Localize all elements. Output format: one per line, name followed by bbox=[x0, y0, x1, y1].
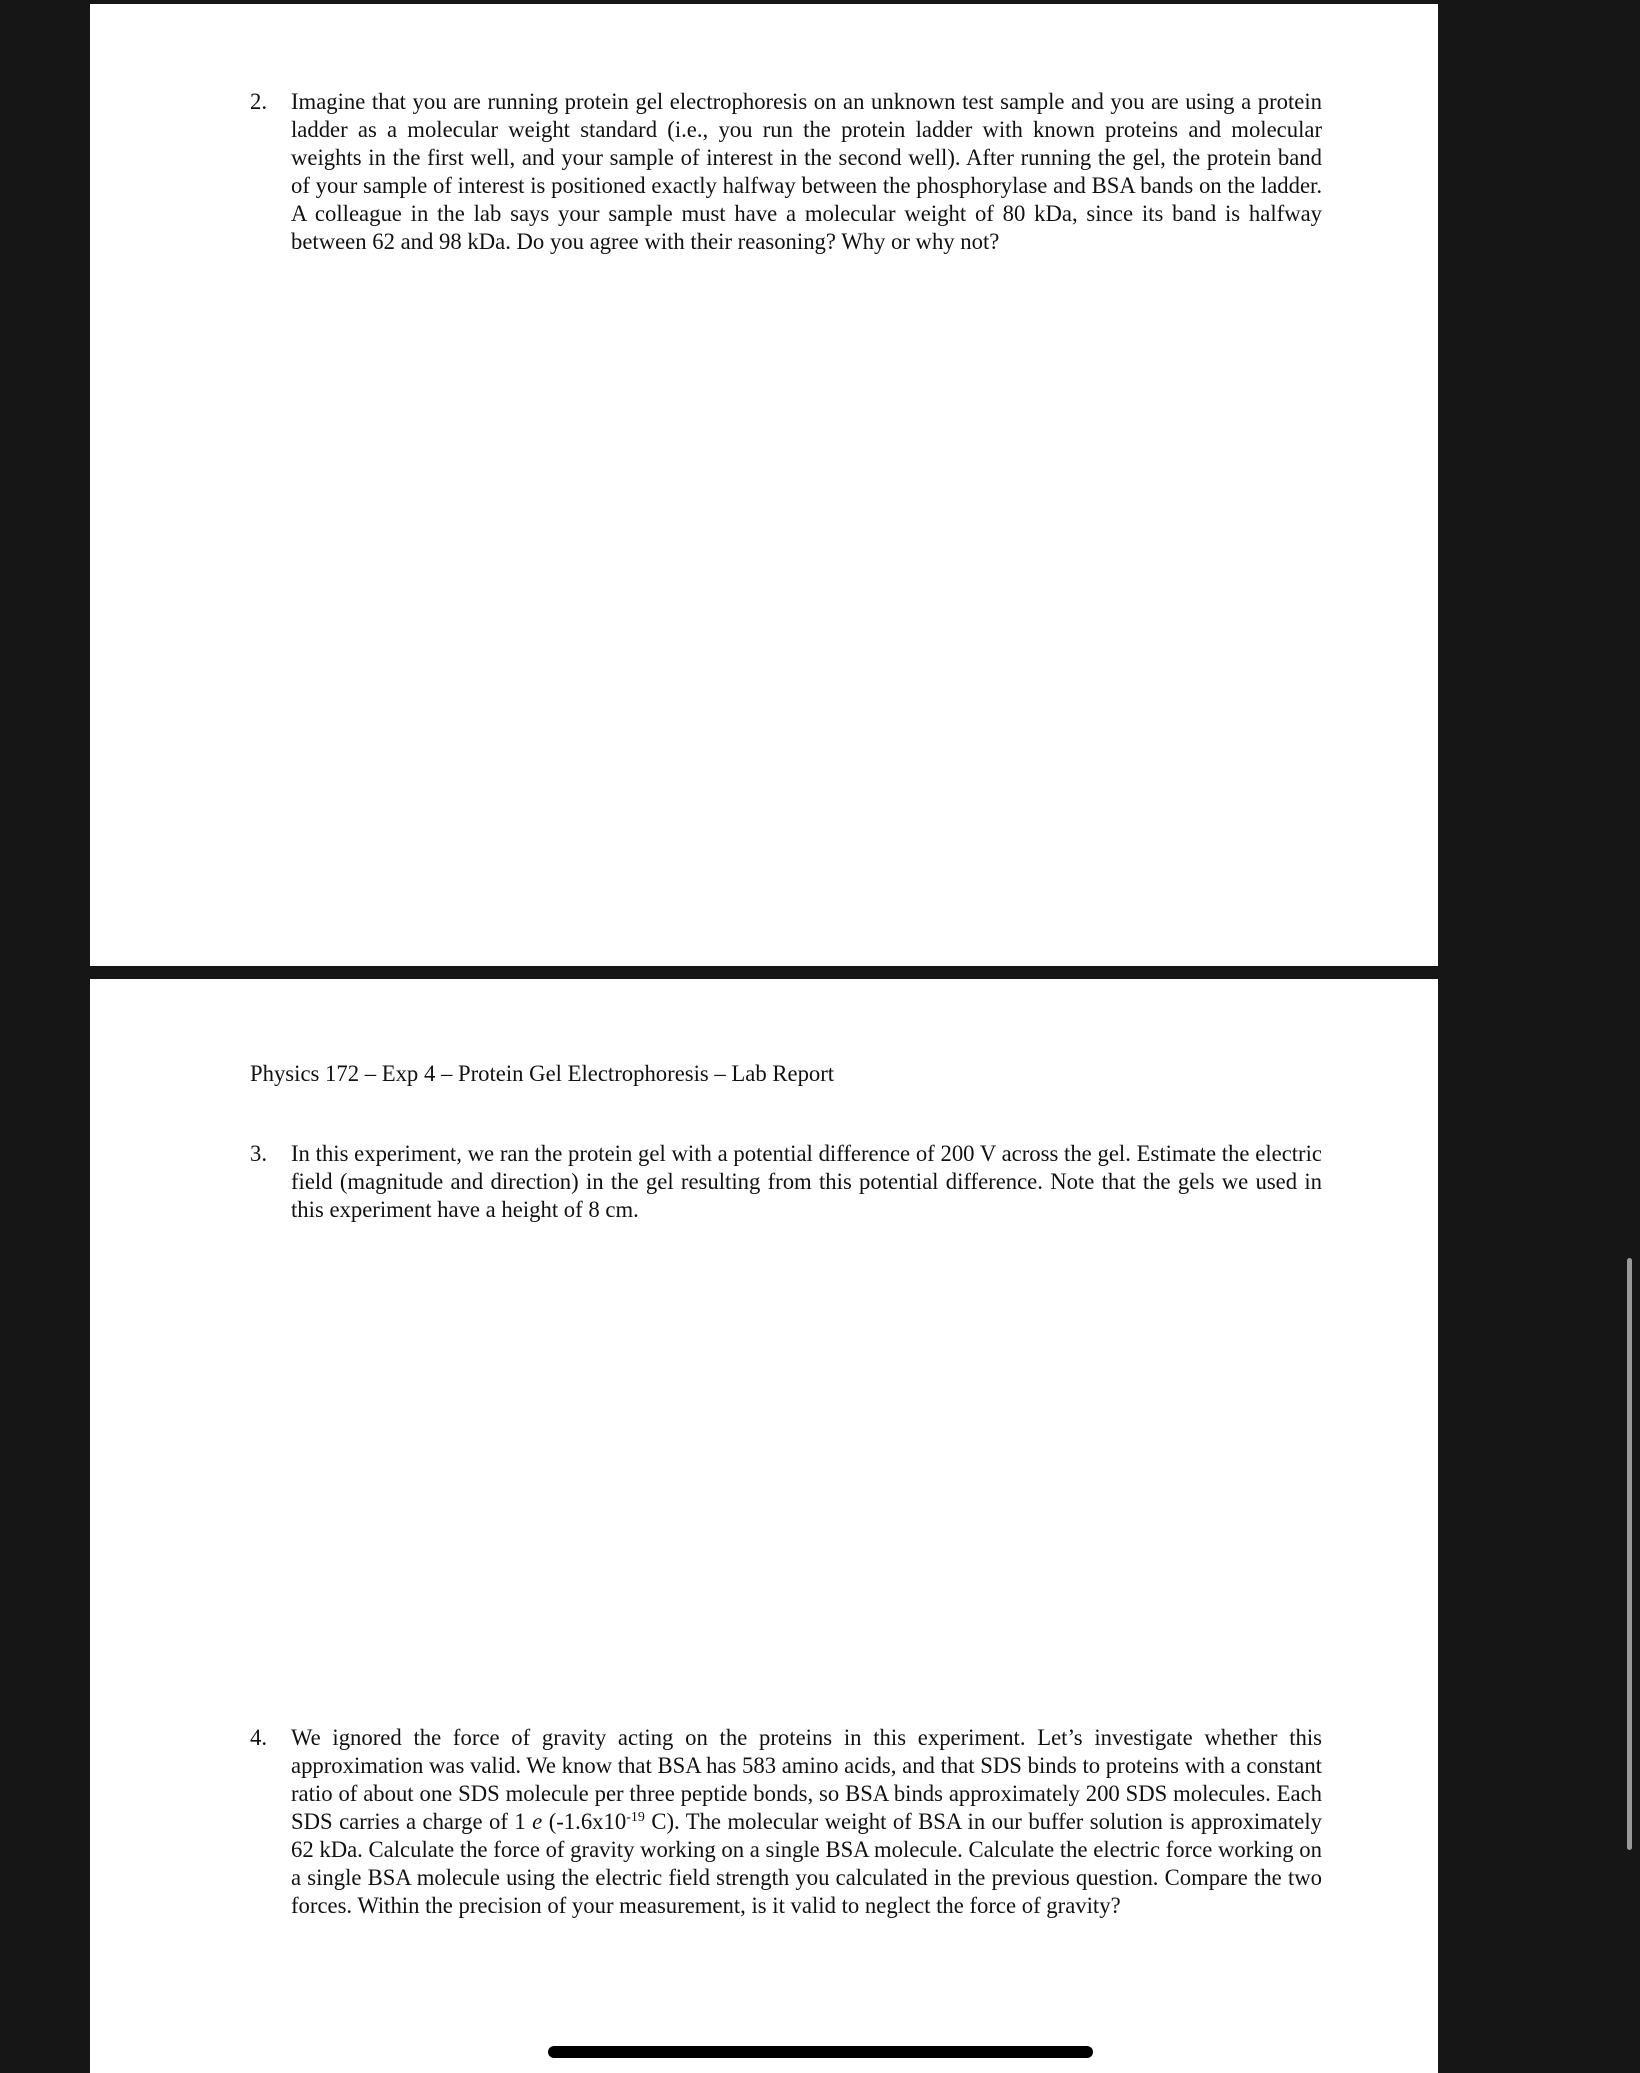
question-2 bbox=[250, 88, 1373, 256]
vertical-scrollbar[interactable] bbox=[1627, 1258, 1632, 1850]
question-4-text bbox=[291, 1724, 1322, 1920]
question-4-text-part1: We ignored the force of gravity acting on the proteins in this experiment. Let’s investigate whether this approximation was valid. We know that BSA has 583 amino acids, and that SDS binds to proteins with a constant ratio of about one SDS molecule per three peptide bonds, so BSA binds approximately 200 SDS molecules. Each SDS carries a charge of 1 bbox=[291, 1725, 1322, 1834]
question-4-number: 4. bbox=[250, 1725, 268, 1750]
question-3-number: 3. bbox=[250, 1141, 268, 1166]
charge-symbol: e bbox=[532, 1809, 543, 1834]
document-page-2 bbox=[90, 979, 1438, 2073]
question-2-number: 2. bbox=[250, 89, 268, 114]
question-4-text-part2: (-1.6x10 bbox=[542, 1809, 627, 1834]
home-indicator-bar[interactable] bbox=[548, 2046, 1093, 2058]
question-4-text-part3: C). The molecular weight of BSA in our buffer solution is approximately 62 kDa. Calculate the force of gravity working on a single BSA molecule. Calculate the electric force working on a single BSA molecule using the electric field strength you calculated in the previous question. Compare the two forces. Within the precision of your measurement, is it valid to neglect the force of gravity? bbox=[291, 1809, 1322, 1918]
question-2-text: Imagine that you are running protein gel electrophoresis on an unknown test sample and you are using a protein ladder as a molecular weight standard (i.e., you run the protein ladder with known proteins and molecular weights in the first well, and your sample of interest in the second well). After running the gel, the protein band of your sample of interest is positioned exactly halfway between the phosphorylase and BSA bands on the ladder. A colleague in the lab says your sample must have a molecular weight of 80 kDa, since its band is halfway between 62 and 98 kDa. Do you agree with their reasoning? Why or why not? bbox=[291, 89, 1322, 254]
question-3 bbox=[250, 1140, 1373, 1224]
question-4 bbox=[250, 1724, 1373, 1920]
charge-exponent: -19 bbox=[626, 1810, 645, 1825]
document-page-1 bbox=[90, 4, 1438, 966]
page-header: Physics 172 – Exp 4 – Protein Gel Electrophoresis – Lab Report bbox=[250, 1061, 835, 1086]
question-3-text: In this experiment, we ran the protein gel with a potential difference of 200 V across the gel. Estimate the electric field (magnitude and direction) in the gel resulting from this potential difference. Note that the gels we used in this experiment have a height of 8 cm. bbox=[291, 1141, 1322, 1222]
